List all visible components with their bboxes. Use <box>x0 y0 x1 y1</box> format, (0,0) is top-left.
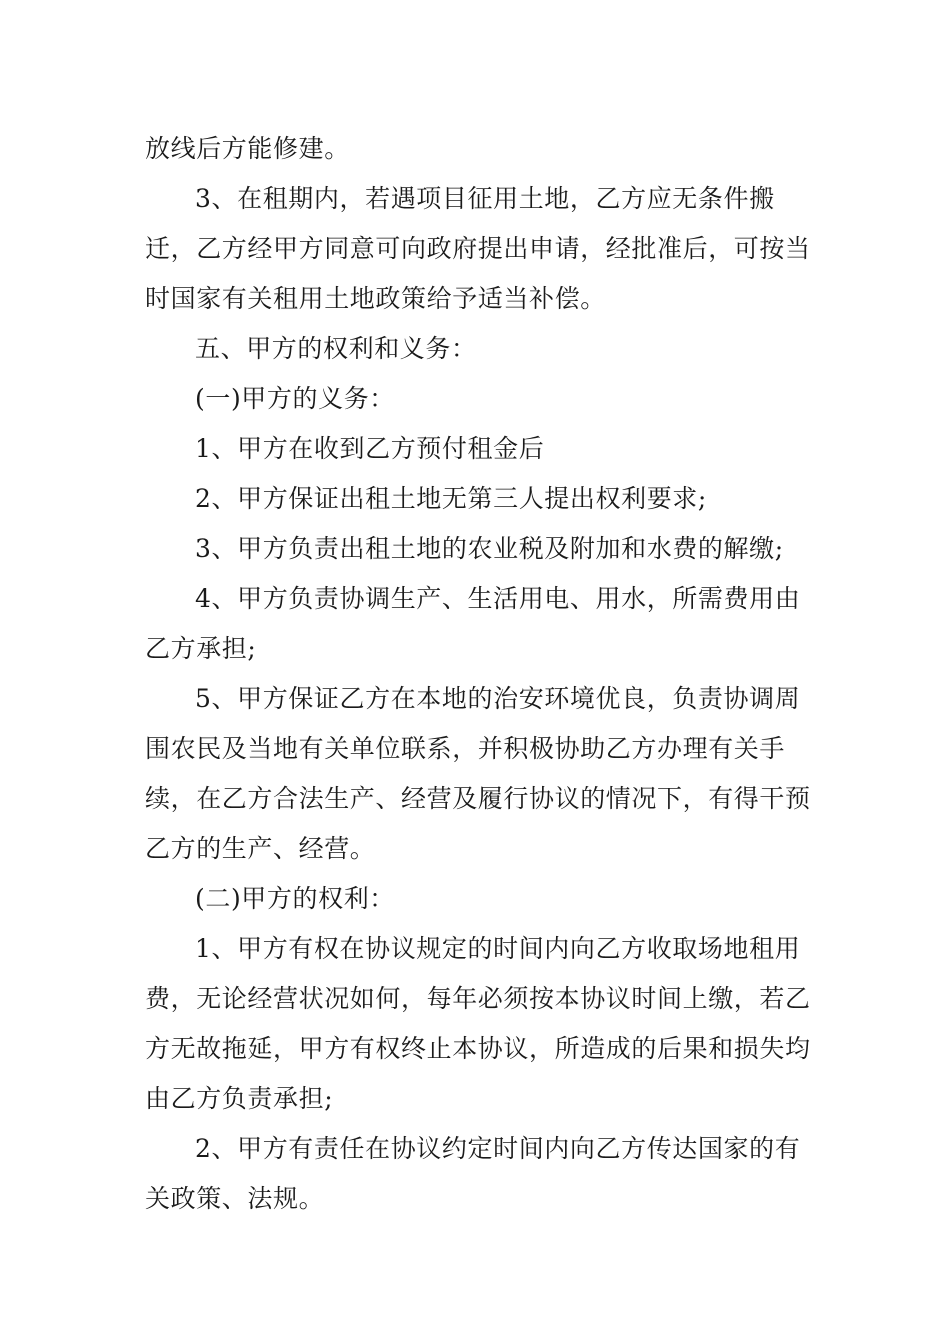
paragraph-1: 放线后方能修建。 <box>145 134 350 163</box>
paragraph-9: 5、甲方保证乙方在本地的治安环境优良，负责协调周围农民及当地有关单位联系，并积极协助乙方办理有关手续，在乙方合法生产、经营及履行协议的情况下，有得干预乙方的生产、经营。 <box>145 684 811 863</box>
paragraph-11: 1、甲方有权在协议规定的时间内向乙方收取场地租用费，无论经营状况如何，每年必须按本协议时间上缴，若乙方无故拖延，甲方有权终止本协议，所造成的后果和损失均由乙方负责承担; <box>145 934 811 1113</box>
paragraph-4: (一)甲方的义务： <box>195 384 395 413</box>
paragraph-3: 五、甲方的权利和义务： <box>195 334 477 363</box>
paragraph-10: (二)甲方的权利： <box>195 884 395 913</box>
document-body <box>145 124 815 1224</box>
paragraph-7: 3、甲方负责出租土地的农业税及附加和水费的解缴; <box>195 534 784 563</box>
paragraph-6: 2、甲方保证出租土地无第三人提出权利要求; <box>195 484 707 513</box>
paragraph-12: 2、甲方有责任在协议约定时间内向乙方传达国家的有关政策、法规。 <box>145 1134 801 1213</box>
paragraph-5: 1、甲方在收到乙方预付租金后 <box>195 434 545 463</box>
paragraph-2: 3、在租期内，若遇项目征用土地，乙方应无条件搬迁，乙方经甲方同意可向政府提出申请，经批准后，可按当时国家有关租用土地政策给予适当补偿。 <box>145 184 811 313</box>
paragraph-8: 4、甲方负责协调生产、生活用电、用水，所需费用由乙方承担; <box>145 584 801 663</box>
